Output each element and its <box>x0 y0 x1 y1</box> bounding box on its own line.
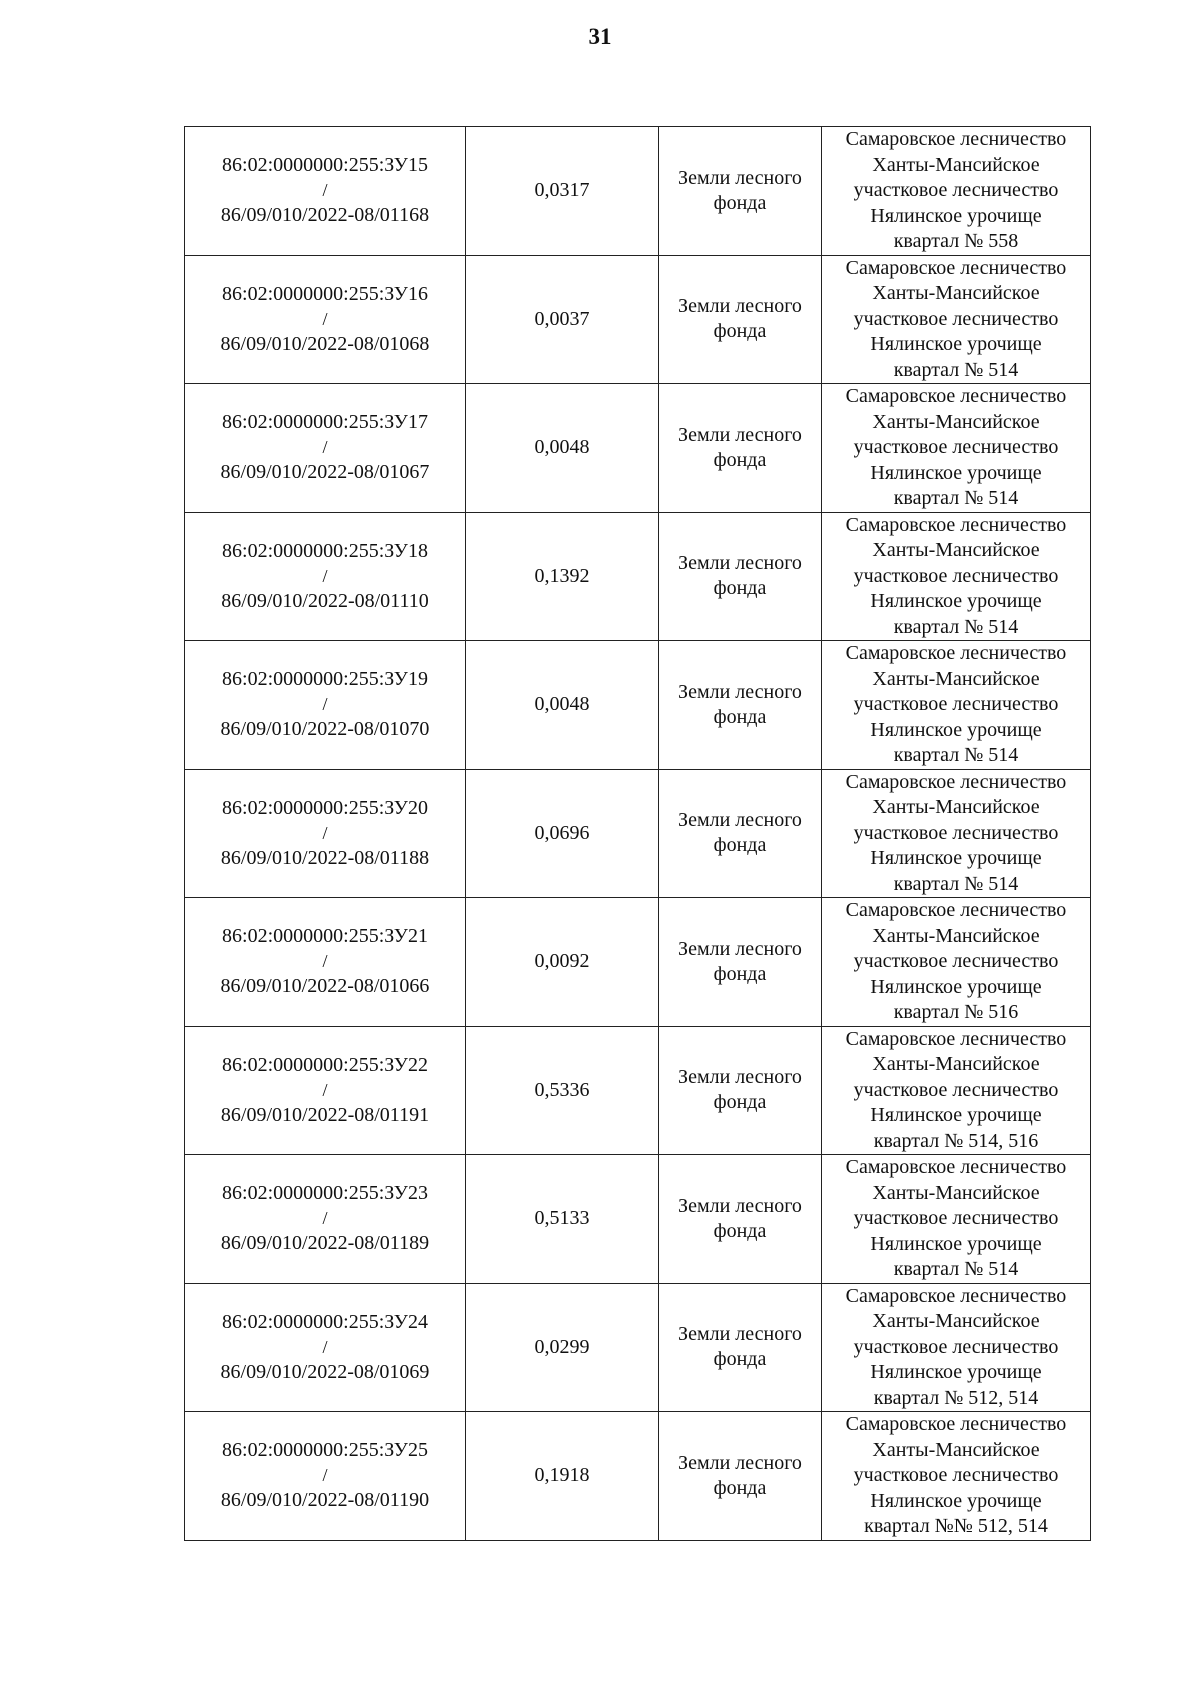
location-line: Ханты-Мансийское <box>872 410 1040 433</box>
registration-number: 86/09/010/2022-08/01110 <box>221 589 429 612</box>
cadastral-number: 86:02:0000000:255:ЗУ21 <box>222 925 428 948</box>
location-line: Ханты-Мансийское <box>872 539 1040 561</box>
location-cell <box>822 1155 1091 1284</box>
category-cell: Земли лесного фонда <box>659 127 822 256</box>
location-line: участковое лесничество <box>853 564 1059 587</box>
registration-number: 86/09/010/2022-08/01190 <box>220 1489 430 1512</box>
cadastral-cell <box>185 384 466 513</box>
separator: / <box>322 1208 328 1229</box>
area-cell: 0,5133 <box>466 1155 659 1284</box>
location-line: Самаровское лесничество <box>845 256 1067 279</box>
location-line: Ханты-Мансийское <box>872 153 1040 176</box>
registration-number: 86/09/010/2022-08/01069 <box>220 1360 430 1383</box>
location-line: квартал № 514 <box>893 487 1019 509</box>
table-row <box>185 898 1091 1027</box>
location-line: участковое лесничество <box>853 950 1059 972</box>
cadastral-number: 86:02:0000000:255:ЗУ24 <box>222 1310 428 1333</box>
cadastral-cell <box>185 1412 466 1541</box>
category-cell: Земли лесного фонда <box>659 1412 822 1541</box>
location-line: участковое лесничество <box>853 693 1059 715</box>
location-line: участковое лесничество <box>853 436 1059 458</box>
table-row <box>185 127 1091 256</box>
table-row <box>185 1283 1091 1412</box>
location-line: квартал №№ 512, 514 <box>864 1515 1048 1537</box>
category-cell: Земли лесного фонда <box>659 898 822 1027</box>
area-cell: 0,0048 <box>466 641 659 770</box>
separator: / <box>322 694 328 715</box>
location-line: Ханты-Мансийское <box>872 1181 1040 1204</box>
location-line: Ханты-Мансийское <box>872 1053 1040 1075</box>
location-line: Нялинское урочище <box>870 1104 1042 1126</box>
cadastral-cell <box>185 898 466 1027</box>
area-cell: 0,5336 <box>466 1026 659 1155</box>
location-line: Ханты-Мансийское <box>872 796 1040 818</box>
cadastral-cell <box>185 1283 466 1412</box>
separator: / <box>322 1465 328 1486</box>
area-cell: 0,1918 <box>466 1412 659 1541</box>
location-line: Самаровское лесничество <box>845 642 1067 664</box>
cadastral-number: 86:02:0000000:255:ЗУ18 <box>222 539 428 562</box>
cadastral-number: 86:02:0000000:255:ЗУ23 <box>222 1182 428 1205</box>
land-plots-table <box>184 126 1091 1541</box>
registration-number: 86/09/010/2022-08/01067 <box>220 461 430 484</box>
category-cell: Земли лесного фонда <box>659 1155 822 1284</box>
registration-number: 86/09/010/2022-08/01070 <box>220 718 430 741</box>
registration-number: 86/09/010/2022-08/01168 <box>220 204 430 227</box>
separator: / <box>322 180 328 201</box>
location-line: участковое лесничество <box>853 179 1059 201</box>
location-line: участковое лесничество <box>853 1078 1059 1101</box>
category-cell: Земли лесного фонда <box>659 255 822 384</box>
area-cell: 0,0696 <box>466 769 659 898</box>
category-cell: Земли лесного фонда <box>659 641 822 770</box>
table-row <box>185 512 1091 641</box>
location-line: участковое лесничество <box>853 1335 1059 1358</box>
table-row <box>185 384 1091 513</box>
location-line: Самаровское лесничество <box>845 1027 1067 1050</box>
category-cell: Земли лесного фонда <box>659 769 822 898</box>
table-row <box>185 255 1091 384</box>
category-cell: Земли лесного фонда <box>659 1026 822 1155</box>
location-line: квартал № 516 <box>893 1001 1019 1023</box>
location-line: Нялинское урочище <box>870 590 1042 612</box>
area-cell: 0,0317 <box>466 127 659 256</box>
location-line: Самаровское лесничество <box>845 513 1067 536</box>
location-line: квартал № 514 <box>893 872 1019 895</box>
area-cell: 0,0037 <box>466 255 659 384</box>
separator: / <box>322 1336 328 1357</box>
location-line: Самаровское лесничество <box>845 1413 1067 1435</box>
location-line: квартал № 514, 516 <box>873 1129 1039 1152</box>
location-line: Ханты-Мансийское <box>872 667 1040 690</box>
location-cell <box>822 1026 1091 1155</box>
location-line: Нялинское урочище <box>870 718 1042 741</box>
cadastral-cell <box>185 127 466 256</box>
page-number: 31 <box>588 24 612 49</box>
cadastral-number: 86:02:0000000:255:ЗУ17 <box>222 411 428 434</box>
location-cell <box>822 512 1091 641</box>
registration-number: 86/09/010/2022-08/01189 <box>220 1232 430 1255</box>
location-line: участковое лесничество <box>853 307 1059 330</box>
location-line: квартал № 514 <box>893 744 1019 766</box>
cadastral-cell <box>185 255 466 384</box>
location-line: участковое лесничество <box>853 1207 1059 1229</box>
cadastral-cell <box>185 512 466 641</box>
location-cell <box>822 769 1091 898</box>
cadastral-cell <box>185 641 466 770</box>
location-line: Ханты-Мансийское <box>872 1438 1040 1461</box>
table-row <box>185 1412 1091 1541</box>
table-row <box>185 769 1091 898</box>
category-cell: Земли лесного фонда <box>659 384 822 513</box>
location-line: Самаровское лесничество <box>845 770 1067 793</box>
location-line: Самаровское лесничество <box>845 1156 1067 1178</box>
location-cell <box>822 255 1091 384</box>
table-row <box>185 1026 1091 1155</box>
cadastral-cell <box>185 769 466 898</box>
location-line: Ханты-Мансийское <box>872 924 1040 947</box>
location-cell <box>822 1412 1091 1541</box>
location-line: Нялинское урочище <box>870 333 1042 355</box>
cadastral-number: 86:02:0000000:255:ЗУ16 <box>222 282 428 305</box>
registration-number: 86/09/010/2022-08/01068 <box>220 332 430 355</box>
location-line: Нялинское урочище <box>870 975 1042 998</box>
location-line: квартал № 514 <box>893 358 1019 381</box>
cadastral-number: 86:02:0000000:255:ЗУ19 <box>222 668 428 691</box>
category-cell: Земли лесного фонда <box>659 1283 822 1412</box>
cadastral-number: 86:02:0000000:255:ЗУ20 <box>222 796 428 819</box>
registration-number: 86/09/010/2022-08/01066 <box>220 975 430 998</box>
cadastral-cell <box>185 1155 466 1284</box>
location-cell <box>822 127 1091 256</box>
location-line: Ханты-Мансийское <box>872 1310 1040 1332</box>
location-line: Нялинское урочище <box>870 204 1042 227</box>
location-line: Ханты-Мансийское <box>872 282 1040 304</box>
separator: / <box>322 437 328 458</box>
location-line: Нялинское урочище <box>870 1361 1042 1383</box>
cadastral-number: 86:02:0000000:255:ЗУ25 <box>222 1439 428 1462</box>
cadastral-cell <box>185 1026 466 1155</box>
table-row <box>185 1155 1091 1284</box>
registration-number: 86/09/010/2022-08/01188 <box>220 846 430 869</box>
location-line: Нялинское урочище <box>870 461 1042 484</box>
area-cell: 0,1392 <box>466 512 659 641</box>
location-line: Нялинское урочище <box>870 1232 1042 1255</box>
category-cell: Земли лесного фонда <box>659 512 822 641</box>
separator: / <box>322 308 328 329</box>
location-line: квартал № 514 <box>893 615 1019 638</box>
location-line: Самаровское лесничество <box>845 128 1067 150</box>
location-line: участковое лесничество <box>853 1464 1059 1486</box>
location-line: Самаровское лесничество <box>845 899 1067 921</box>
location-line: квартал № 514 <box>893 1258 1019 1280</box>
location-cell <box>822 641 1091 770</box>
registration-number: 86/09/010/2022-08/01191 <box>220 1103 430 1126</box>
separator: / <box>322 822 328 843</box>
separator: / <box>322 565 328 586</box>
location-line: Самаровское лесничество <box>845 385 1067 407</box>
location-line: квартал № 512, 514 <box>873 1386 1039 1409</box>
location-cell <box>822 384 1091 513</box>
separator: / <box>322 1079 328 1100</box>
location-line: Самаровское лесничество <box>845 1284 1067 1307</box>
area-cell: 0,0048 <box>466 384 659 513</box>
location-line: участковое лесничество <box>853 821 1059 844</box>
separator: / <box>322 951 328 972</box>
cadastral-number: 86:02:0000000:255:ЗУ15 <box>222 154 428 177</box>
location-line: Нялинское урочище <box>870 1489 1042 1512</box>
location-cell <box>822 898 1091 1027</box>
area-cell: 0,0092 <box>466 898 659 1027</box>
location-line: квартал № 558 <box>893 230 1019 252</box>
table-row <box>185 641 1091 770</box>
cadastral-number: 86:02:0000000:255:ЗУ22 <box>222 1053 428 1076</box>
location-cell <box>822 1283 1091 1412</box>
location-line: Нялинское урочище <box>870 847 1042 869</box>
table-body <box>185 127 1091 1541</box>
area-cell: 0,0299 <box>466 1283 659 1412</box>
